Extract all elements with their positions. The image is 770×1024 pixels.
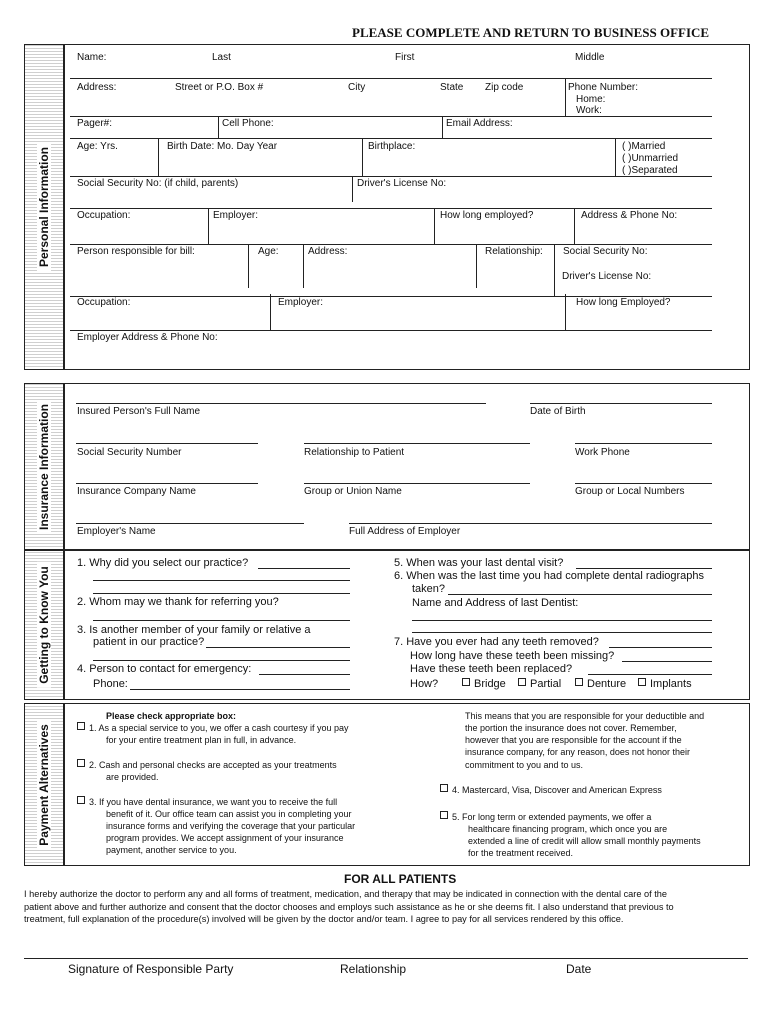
label-insured-name: Insured Person's Full Name <box>77 406 201 417</box>
option-implants[interactable]: Implants <box>638 678 692 691</box>
q1-line-2[interactable] <box>93 580 350 581</box>
q4-line[interactable] <box>259 674 350 675</box>
label-phone-number: Phone Number: <box>568 82 639 93</box>
payment-note-4: insurance company, for any reason, does not honor their <box>465 747 690 757</box>
ins-group-line[interactable] <box>304 483 530 484</box>
question-6a: 6. When was the last time you had complete dental radiographs <box>394 570 705 582</box>
label-ins-employer-addr: Full Address of Employer <box>349 526 461 537</box>
checkbox-icon <box>77 722 85 730</box>
authorization-text-3: treatment, full explanation of the procedure(s) involved will be given by the doctor and/or team. I agree to pay for all services rendered by this office. <box>24 914 624 924</box>
label-employer-2: Employer: <box>278 297 324 308</box>
payment-option-4[interactable]: 4. Mastercard, Visa, Discover and American Express <box>440 784 662 796</box>
checkbox-icon <box>575 678 583 686</box>
q1-line-3[interactable] <box>93 593 350 594</box>
checkbox-icon <box>638 678 646 686</box>
ins-company-line[interactable] <box>76 483 258 484</box>
label-work-phone: Work: <box>576 105 602 116</box>
q3-line[interactable] <box>206 647 350 648</box>
label-ins-group-num: Group or Local Numbers <box>575 486 685 497</box>
label-ssn: Social Security No: (if child, parents) <box>77 178 239 189</box>
q7-replaced-line[interactable] <box>588 674 712 675</box>
age-field-line[interactable] <box>70 176 712 177</box>
checkbox-icon <box>77 759 85 767</box>
ins-relationship-line[interactable] <box>304 443 530 444</box>
dob-line[interactable] <box>530 403 712 404</box>
label-age: Age: Yrs. <box>77 141 118 152</box>
question-5: 5. When was your last dental visit? <box>394 557 564 569</box>
label-ins-company: Insurance Company Name <box>77 486 196 497</box>
checkbox-separated[interactable]: ( )Separated <box>622 165 678 176</box>
insured-name-line[interactable] <box>76 403 486 404</box>
ins-group-num-line[interactable] <box>575 483 712 484</box>
payment-option-3-cont-4: payment, another service to you. <box>106 845 237 855</box>
checkbox-icon <box>462 678 470 686</box>
q2-line[interactable] <box>93 620 350 621</box>
payment-option-2-cont: are provided. <box>106 772 159 782</box>
label-ins-group: Group or Union Name <box>304 486 402 497</box>
label-email: Email Address: <box>446 118 513 129</box>
label-ins-ssn: Social Security Number <box>77 447 182 458</box>
option-denture[interactable]: Denture <box>575 678 626 691</box>
checkbox-icon <box>518 678 526 686</box>
label-state: State <box>440 82 464 93</box>
checkbox-unmarried[interactable]: ( )Unmarried <box>622 153 679 164</box>
ssn-field-line[interactable] <box>70 208 712 209</box>
label-sig-date: Date <box>566 962 592 976</box>
checkbox-icon <box>440 811 448 819</box>
question-6b: taken? <box>412 583 446 595</box>
label-dob: Date of Birth <box>530 406 586 417</box>
label-home-phone: Home: <box>576 94 606 105</box>
q7-removed-line[interactable] <box>609 647 712 648</box>
q6-dentist-line[interactable] <box>412 620 712 621</box>
label-name: Name: <box>77 52 107 63</box>
label-age-2: Age: <box>258 246 279 257</box>
label-drivers-license: Driver's License No: <box>357 178 447 189</box>
ins-ssn-line[interactable] <box>76 443 258 444</box>
label-zip: Zip code <box>485 82 524 93</box>
label-signature: Signature of Responsible Party <box>68 962 234 976</box>
question-3a: 3. Is another member of your family or relative a <box>77 624 311 636</box>
payment-option-3-cont-1: benefit of it. Our office team can assist you in completing your <box>106 809 352 819</box>
question-7b: How long have these teeth been missing? <box>410 650 615 662</box>
payment-option-1-cont: for your entire treatment plan in full, in advance. <box>106 735 297 745</box>
q7-missing-line[interactable] <box>622 661 712 662</box>
q6-line[interactable] <box>448 594 712 595</box>
label-occupation: Occupation: <box>77 210 131 221</box>
label-how-long-employed-2: How long Employed? <box>576 297 671 308</box>
question-1: 1. Why did you select our practice? <box>77 557 249 569</box>
label-address-phone: Address & Phone No: <box>581 210 678 221</box>
label-last: Last <box>212 52 231 63</box>
payment-header: Please check appropriate box: <box>106 711 237 721</box>
payment-note-3: however that you are responsible for the account if the <box>465 735 682 745</box>
payment-note-1: This means that you are responsible for your deductible and <box>465 711 705 721</box>
question-6c: Name and Address of last Dentist: <box>412 597 579 609</box>
ins-employer-addr-line[interactable] <box>349 523 712 524</box>
occupation-field-line[interactable] <box>70 244 712 245</box>
section-tab-payment: Payment Alternatives <box>24 703 64 866</box>
question-7a: 7. Have you ever had any teeth removed? <box>394 636 599 648</box>
payment-option-5-cont-2: extended a line of credit will allow small monthly payments <box>468 836 701 846</box>
question-3b: patient in our practice? <box>93 636 205 648</box>
question-4b: Phone: <box>93 678 128 690</box>
authorization-text-2: patient above and further authorize and consent that the doctor chooses and employs such assistance as he or she deems fit. I also understand that previous to <box>24 902 674 912</box>
label-employer-address: Employer Address & Phone No: <box>77 332 218 343</box>
name-field-line[interactable] <box>70 78 712 79</box>
question-2: 2. Whom may we thank for referring you? <box>77 596 279 608</box>
payment-option-5-cont-3: for the treatment received. <box>468 848 574 858</box>
ins-work-phone-line[interactable] <box>575 443 712 444</box>
payment-option-3-cont-2: insurance forms and verifying the coverage that your particular <box>106 821 356 831</box>
q5-line[interactable] <box>576 568 712 569</box>
authorization-text-1: I hereby authorize the doctor to perform any and all forms of treatment, medication, and therapy that may be indicated in connection with the dental care of the <box>24 889 667 899</box>
label-middle: Middle <box>575 52 605 63</box>
label-ins-employer: Employer's Name <box>77 526 156 537</box>
label-drivers-license-2: Driver's License No: <box>562 271 652 282</box>
question-7d: How? <box>410 678 439 690</box>
label-first: First <box>395 52 415 63</box>
ins-employer-line[interactable] <box>76 523 304 524</box>
payment-note-2: the portion the insurance does not cover. Remember, <box>465 723 677 733</box>
personal-section <box>64 44 750 370</box>
page-title: PLEASE COMPLETE AND RETURN TO BUSINESS OFFICE <box>352 25 710 40</box>
occupation2-field-line[interactable] <box>70 330 712 331</box>
label-sig-relationship: Relationship <box>340 962 407 976</box>
label-street: Street or P.O. Box # <box>175 82 264 93</box>
q4-phone-line[interactable] <box>130 689 350 690</box>
question-4a: 4. Person to contact for emergency: <box>77 663 252 675</box>
payment-option-5-cont-1: healthcare financing program, which once you are <box>468 824 668 834</box>
checkbox-icon <box>77 796 85 804</box>
payment-option-5[interactable]: 5. For long term or extended payments, we offer a <box>440 811 651 823</box>
payment-option-2[interactable]: 2. Cash and personal checks are accepted as your treatments <box>77 759 337 771</box>
label-relationship: Relationship: <box>485 246 543 257</box>
checkbox-icon <box>440 784 448 792</box>
question-7c: Have these teeth been replaced? <box>410 663 573 675</box>
payment-option-3[interactable]: 3. If you have dental insurance, we want you to receive the full <box>77 796 337 808</box>
label-cell-phone: Cell Phone: <box>222 118 274 129</box>
payment-note-5: commitment to you and to us. <box>465 760 584 770</box>
label-ssn-2: Social Security No: <box>563 246 648 257</box>
label-address-2: Address: <box>308 246 348 257</box>
label-how-long-employed: How long employed? <box>440 210 534 221</box>
all-patients-heading: FOR ALL PATIENTS <box>344 872 457 886</box>
label-pager: Pager#: <box>77 118 113 129</box>
label-occupation-2: Occupation: <box>77 297 131 308</box>
payment-option-1[interactable]: 1. As a special service to you, we offer a cash courtesy if you pay <box>77 722 348 734</box>
label-birth-date: Birth Date: Mo. Day Year <box>167 141 278 152</box>
label-address: Address: <box>77 82 117 93</box>
label-birthplace: Birthplace: <box>368 141 416 152</box>
label-city: City <box>348 82 366 93</box>
option-bridge[interactable]: Bridge <box>462 678 506 691</box>
label-ins-work-phone: Work Phone <box>575 447 630 458</box>
signature-line[interactable] <box>24 958 748 959</box>
payment-option-3-cont-3: program provides. We accept assignment of your insurance <box>106 833 344 843</box>
section-tab-insurance: Insurance Information <box>24 383 64 550</box>
address-field-line[interactable] <box>70 116 712 117</box>
label-ins-relationship: Relationship to Patient <box>304 447 405 458</box>
q6-dentist-line-2[interactable] <box>412 632 712 633</box>
section-tab-personal: Personal Information <box>24 44 64 370</box>
label-responsible-party: Person responsible for bill: <box>77 246 195 257</box>
checkbox-married[interactable]: ( )Married <box>622 141 666 152</box>
q3-line-2[interactable] <box>93 660 350 661</box>
section-tab-getting: Getting to Know You <box>24 550 64 700</box>
q1-line-1[interactable] <box>258 568 350 569</box>
option-partial[interactable]: Partial <box>518 678 561 691</box>
label-employer: Employer: <box>213 210 259 221</box>
